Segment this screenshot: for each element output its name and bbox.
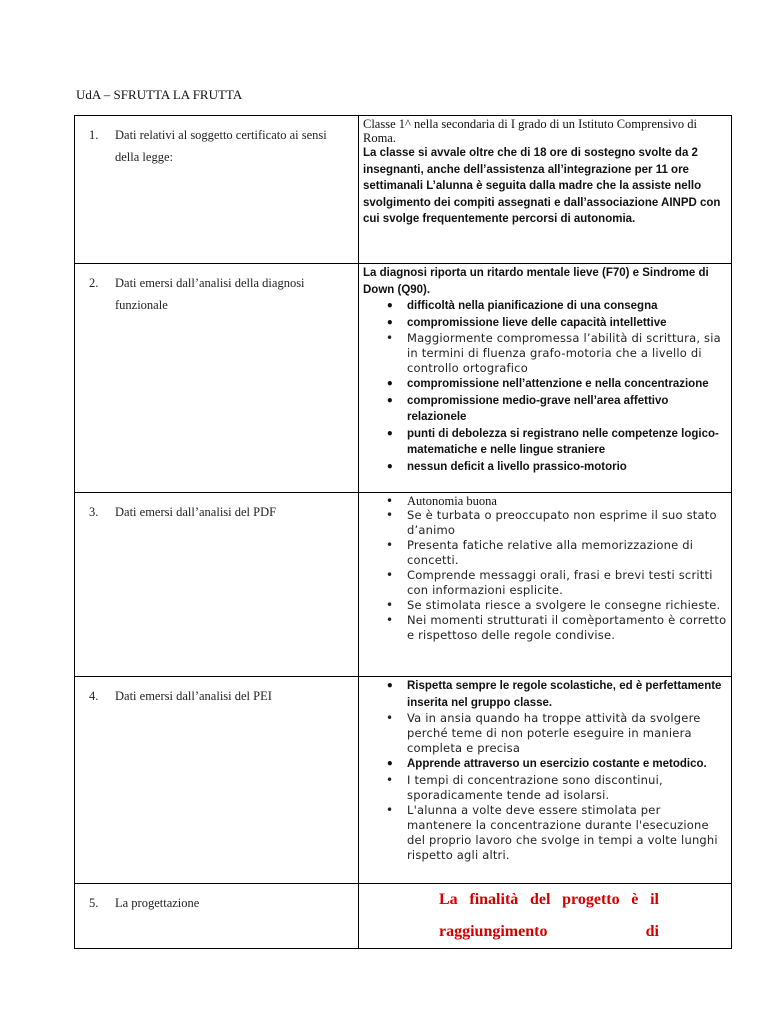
row-label: Dati emersi dall’analisi del PDF (115, 505, 277, 519)
row-number: 1. (89, 128, 99, 142)
class-description: Classe 1^ nella secondaria di I grado di un Istituto Comprensivo di Roma. (363, 117, 697, 145)
list-item: • Nei momenti strutturati il comèportamento è corretto e rispettoso delle regole condivise. (363, 613, 727, 643)
list-item: • Comprende messaggi orali, frasi e brevi testi scritti con informazioni esplicite. (363, 568, 727, 598)
table-row (75, 677, 732, 884)
list-item: • difficoltà nella pianificazione di una consegna (363, 298, 727, 315)
table-row (75, 884, 732, 949)
list-item: • Se è turbata o preoccupato non esprime il suo stato d’animo (363, 508, 727, 538)
list-item: • Apprende attraverso un esercizio costante e metodico. (363, 756, 727, 773)
list-item: • Rispetta sempre le regole scolastiche, ed è perfettamente inserita nel gruppo classe. (363, 678, 727, 711)
row-number: 4. (89, 689, 99, 703)
row-label: Dati relativi al soggetto certificato ai sensi della legge: (115, 128, 327, 164)
table-row (75, 493, 732, 677)
pdf-list (363, 494, 727, 643)
project-goal-line-2: raggiungimento di (439, 923, 659, 940)
support-description: La classe si avvale oltre che di 18 ore di sostegno svolte da 2 insegnanti, anche dell’assistenza all’integrazione per 11 ore settimanali L’alunna è seguita dalla madre che la assiste nello svolgimento dei compiti assegnati e dall’associazione AINPD con cui svolge frequentemente percorsi di autonomia. (363, 147, 721, 225)
row-content-cell (359, 677, 732, 884)
row-label-cell (75, 116, 359, 264)
row-number: 5. (89, 896, 99, 910)
list-item: • Va in ansia quando ha troppe attività da svolgere perché teme di non poterle eseguire in maniera completa e precisa (363, 711, 727, 756)
table-row (75, 116, 732, 264)
row-label-cell (75, 264, 359, 493)
table-row (75, 264, 732, 493)
list-item: • Maggiormente compromessa l’abilità di scrittura, sia in termini di fluenza grafo-motoria che a livello di controllo ortografico (363, 331, 727, 376)
row-label-cell (75, 493, 359, 677)
list-item: • compromissione lieve delle capacità intellettive (363, 315, 727, 332)
list-item: • nessun deficit a livello prassico-motorio (363, 459, 727, 476)
diagnosis-summary: La diagnosi riporta un ritardo mentale lieve (F70) e Sindrome di Down (Q90). (363, 267, 709, 296)
page-title: UdA – SFRUTTA LA FRUTTA (76, 87, 243, 102)
pei-list (363, 678, 727, 863)
project-goal-line-1: La finalità del progetto è il (439, 891, 659, 908)
uda-table (74, 115, 732, 949)
row-label: Dati emersi dall’analisi del PEI (115, 689, 272, 703)
list-item: • Se stimolata riesce a svolgere le consegne richieste. (363, 598, 727, 613)
row-content-cell (359, 493, 732, 677)
list-item: • L'alunna a volte deve essere stimolata per mantenere la concentrazione durante l'esecuzione del proprio lavoro che svolge in tempi a volte lunghi rispetto agli altri. (363, 803, 727, 863)
list-item: • punti di debolezza si registrano nelle competenze logico-matematiche e nelle lingue straniere (363, 426, 727, 459)
row-label-cell (75, 677, 359, 884)
list-item: • Autonomia buona (363, 494, 727, 508)
list-item: • Presenta fatiche relative alla memorizzazione di concetti. (363, 538, 727, 568)
list-item: • I tempi di concentrazione sono discontinui, sporadicamente tende ad isolarsi. (363, 773, 727, 803)
row-label-cell (75, 884, 359, 949)
diagnosis-list (363, 298, 727, 475)
row-label: La progettazione (115, 896, 200, 910)
row-label: Dati emersi dall’analisi della diagnosi funzionale (115, 276, 305, 312)
list-item: • compromissione nell’attenzione e nella concentrazione (363, 376, 727, 393)
list-item: • compromissione medio-grave nell’area affettivo relazionele (363, 393, 727, 426)
row-content-cell (359, 116, 732, 264)
row-number: 3. (89, 505, 99, 519)
row-content-cell (359, 884, 732, 949)
row-number: 2. (89, 276, 99, 290)
row-content-cell (359, 264, 732, 493)
